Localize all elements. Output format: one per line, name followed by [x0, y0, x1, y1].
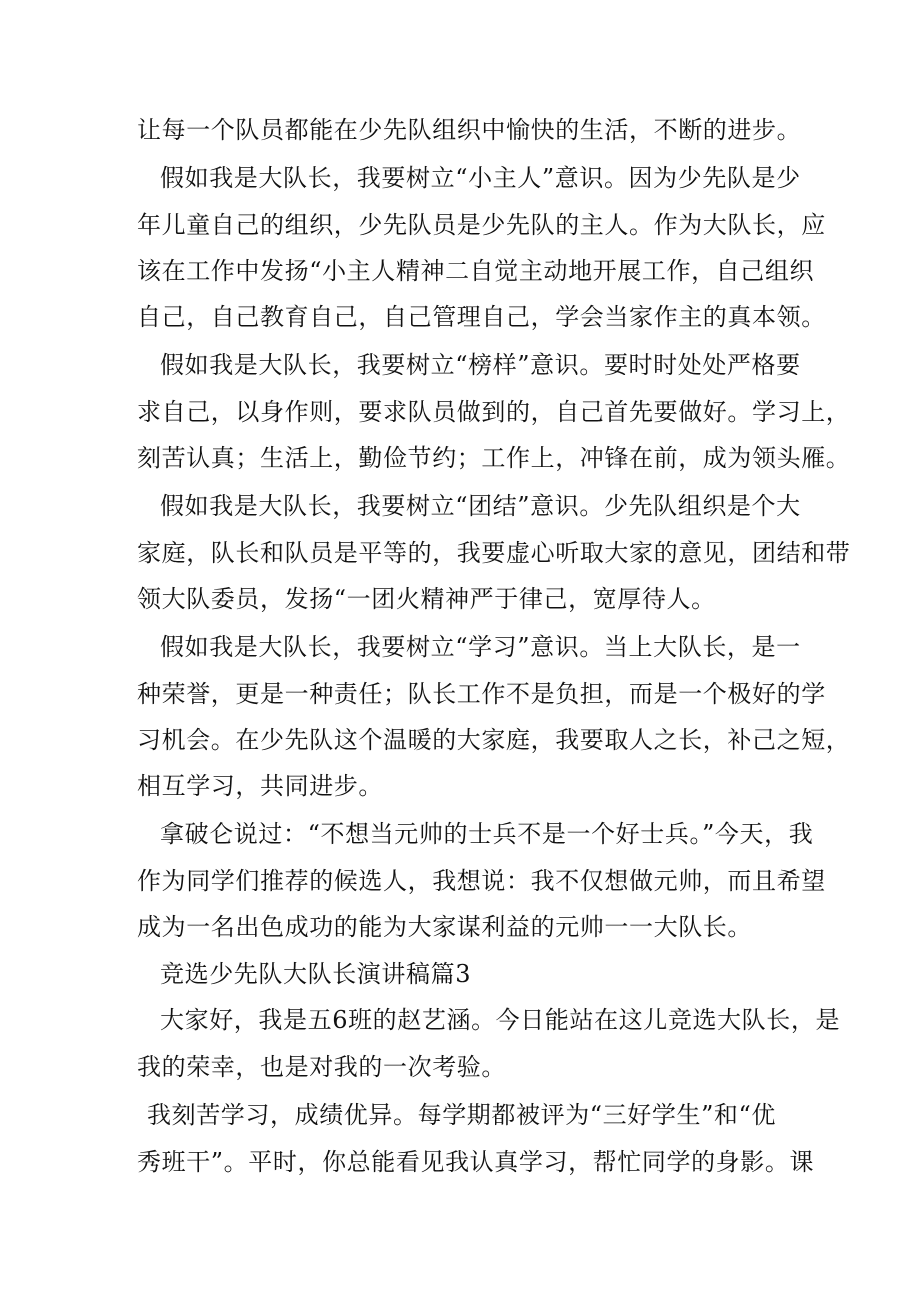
- text-line: 我的荣幸，也是对我的一次考验。: [137, 1053, 506, 1081]
- paragraph-first-line: 假如我是大队长，我要树立“小主人”意识。因为少先队是少: [160, 164, 801, 192]
- text-line: 让每一个队员都能在少先队组织中愉快的生活，不断的进步。: [137, 116, 802, 144]
- paragraph-first-line: 拿破仑说过：“不想当元帅的士兵不是一个好士兵。”今天，我: [160, 820, 814, 848]
- text-line: 刻苦认真；生活上，勤俭节约；工作上，冲锋在前，成为领头雁。: [137, 444, 851, 472]
- text-line: 领大队委员，发扬“一团火精神严于律己，宽厚待人。: [137, 585, 716, 613]
- text-line: 年儿童自己的组织，少先队员是少先队的主人。作为大队长，应: [137, 211, 826, 239]
- text-line: 相互学习，共同进步。: [137, 772, 383, 800]
- section-heading: 竞选少先队大队长演讲稿篇3: [160, 960, 472, 988]
- text-line: 家庭，队长和队员是平等的，我要虚心听取大家的意见，团结和带: [137, 539, 851, 567]
- paragraph-first-line: 我刻苦学习，成绩优异。每学期都被评为“三好学生”和“优: [147, 1101, 777, 1129]
- text-line: 自己，自己教育自己，自己管理自己，学会当家作主的真本领。: [137, 303, 826, 331]
- paragraph-first-line: 大家好，我是五6班的赵艺涵。今日能站在这儿竞选大队长，是: [160, 1006, 841, 1034]
- text-line: 种荣誉，更是一种责任；队长工作不是负担，而是一个极好的学: [137, 680, 826, 708]
- paragraph-first-line: 假如我是大队长，我要树立“榜样”意识。要时时处处严格要: [160, 351, 801, 379]
- paragraph-first-line: 假如我是大队长，我要树立“团结”意识。少先队组织是个大: [160, 492, 801, 520]
- text-line: 成为一名出色成功的能为大家谋利益的元帅一一大队长。: [137, 913, 752, 941]
- text-line: 求自己，以身作则，要求队员做到的，自己首先要做好。学习上，: [137, 398, 851, 426]
- text-line: 作为同学们推荐的候选人，我想说：我不仅想做元帅，而且希望: [137, 867, 826, 895]
- paragraph-first-line: 假如我是大队长，我要树立“学习”意识。当上大队长，是一: [160, 633, 801, 661]
- text-line: 习机会。在少先队这个温暖的大家庭，我要取人之长，补己之短，: [137, 726, 851, 754]
- text-line: 秀班干”。平时，你总能看见我认真学习，帮忙同学的身影。课: [137, 1148, 815, 1176]
- text-line: 该在工作中发扬“小主人精神二自觉主动地开展工作，自己组织: [137, 257, 815, 285]
